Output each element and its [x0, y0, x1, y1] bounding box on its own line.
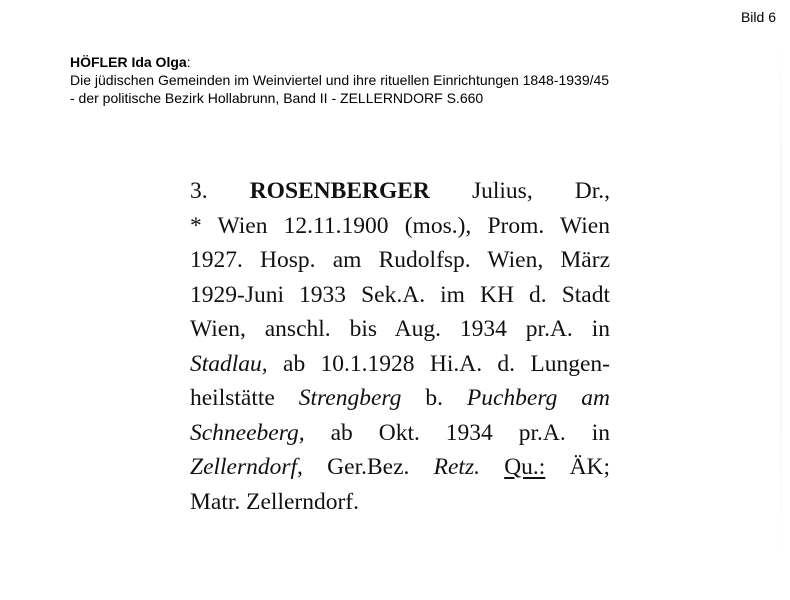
entry-line-2: * Wien 12.11.1900 (mos.), Prom. Wien: [190, 212, 610, 239]
entry-line-8: [190, 416, 610, 451]
citation-title: Die jüdischen Gemeinden im Weinviertel und ihre rituellen Einrichtungen 1848-1939/45: [70, 72, 610, 88]
place-zellerndorf: Zellerndorf,: [190, 454, 303, 480]
biography-entry: [190, 174, 610, 519]
entry-line-4: 1929-Juni 1933 Sek.A. im KH d. Stadt: [190, 281, 610, 308]
place-retz: Retz.: [433, 454, 480, 480]
place-strengberg: Strengberg: [298, 385, 402, 411]
entry-line-7: [190, 381, 610, 416]
entry-line-7-text-b: b.: [425, 385, 443, 411]
entry-surname: ROSENBERGER: [249, 178, 430, 204]
page-label: Bild 6: [740, 9, 776, 25]
entry-line-5: Wien, anschl. bis Aug. 1934 pr.A. in: [190, 316, 610, 342]
citation-author-colon: :: [186, 54, 191, 70]
place-puchberg: Puchberg am: [466, 385, 610, 411]
entry-line-9: [190, 450, 610, 485]
source-value: ÄK;: [569, 454, 611, 480]
citation-header: [70, 53, 609, 107]
entry-line-3: 1927. Hosp. am Rudolfsp. Wien, März: [190, 247, 610, 273]
place-stadlau: Stadlau,: [190, 350, 268, 377]
entry-number: 3.: [190, 178, 208, 204]
entry-line-10: Matr. Zellerndorf.: [190, 488, 360, 515]
entry-line-8-text: ab Okt. 1934 pr.A. in: [330, 419, 611, 446]
scan-edge-shadow: [780, 40, 782, 560]
entry-line-6: [190, 347, 610, 382]
entry-given-name: Julius, Dr.,: [471, 178, 610, 204]
entry-line-9-text: Ger.Bez.: [327, 454, 410, 480]
citation-author: HÖFLER Ida Olga: [70, 54, 187, 70]
entry-line-7-text-a: heilstätte: [190, 385, 275, 411]
citation-subtitle: - der politische Bezirk Hollabrunn, Band II - ZELLERNDORF S.660: [70, 90, 484, 106]
citation-author-line: [70, 53, 609, 71]
entry-line-6-text: ab 10.1.1928 Hi.A. d. Lungen-: [283, 350, 611, 377]
source-label: Qu.:: [504, 454, 546, 480]
place-schneeberg: Schneeberg,: [190, 419, 305, 446]
entry-line-1: [190, 174, 610, 209]
